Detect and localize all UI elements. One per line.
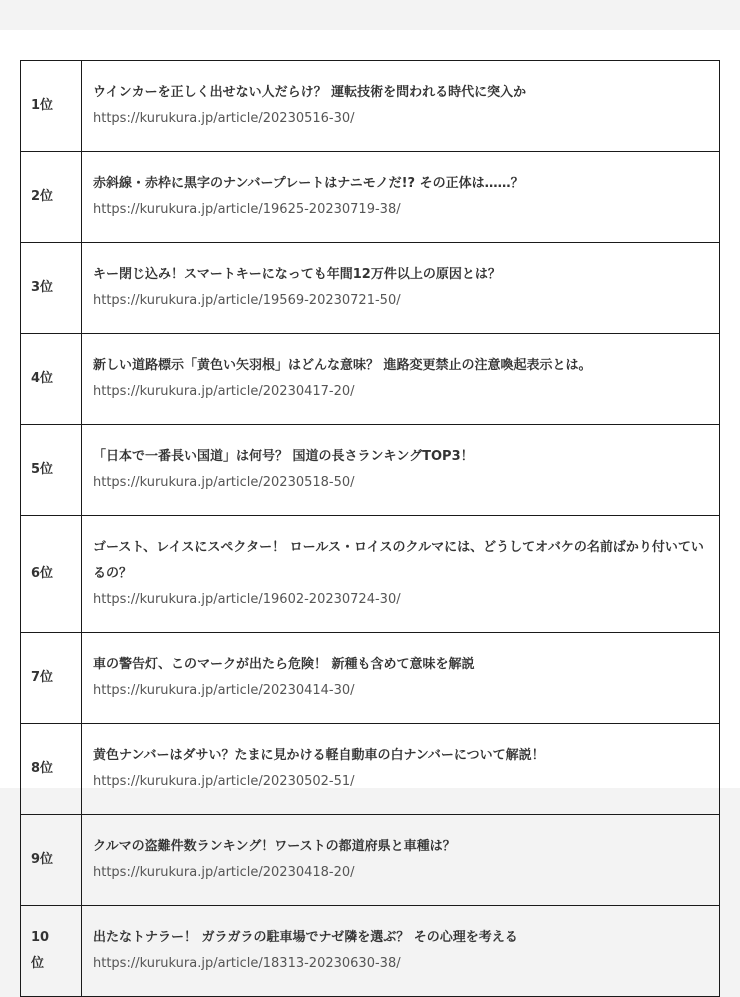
ranking-row — [21, 724, 720, 815]
article-title: 赤斜線・赤枠に黒字のナンバープレートはナニモノだ!? その正体は……？ — [93, 176, 524, 191]
ranking-row — [21, 425, 720, 516]
article-cell — [82, 633, 720, 724]
ranking-row — [21, 815, 720, 906]
rank-label: 3位 — [21, 243, 82, 334]
rank-label: 5位 — [21, 425, 82, 516]
article-title: ゴースト、レイスにスペクター！ ロールス・ロイスのクルマには、どうしてオバケの名前ばかり付いているの？ — [93, 540, 704, 581]
ranking-row — [21, 152, 720, 243]
article-title: 車の警告灯、このマークが出たら危険！ 新種も含めて意味を解説 — [93, 657, 475, 672]
ranking-row — [21, 516, 720, 633]
article-link[interactable]: https://kurukura.jp/article/19625-20230719-38/ — [93, 202, 401, 217]
article-link[interactable]: https://kurukura.jp/article/20230414-30/ — [93, 683, 355, 698]
article-cell — [82, 243, 720, 334]
article-link[interactable]: https://kurukura.jp/article/20230418-20/ — [93, 865, 355, 880]
ranking-row — [21, 334, 720, 425]
article-cell — [82, 815, 720, 906]
article-link[interactable]: https://kurukura.jp/article/20230502-51/ — [93, 774, 355, 789]
article-cell — [82, 61, 720, 152]
article-title: 出たなトナラー！ ガラガラの駐車場でナゼ隣を選ぶ？ その心理を考える — [93, 930, 518, 945]
rank-label-text: 10位 — [31, 930, 50, 971]
article-link[interactable]: https://kurukura.jp/article/20230516-30/ — [93, 111, 355, 126]
article-title: キー閉じ込み！スマートキーになっても年間12万件以上の原因とは？ — [93, 267, 501, 282]
rank-label: 4位 — [21, 334, 82, 425]
article-link[interactable]: https://kurukura.jp/article/20230417-20/ — [93, 384, 355, 399]
article-title: 「日本で一番長い国道」は何号？ 国道の長さランキングTOP3！ — [93, 449, 474, 464]
article-title: 黄色ナンバーはダサい？たまに見かける軽自動車の白ナンバーについて解説！ — [93, 748, 545, 763]
article-link[interactable]: https://kurukura.jp/article/20230518-50/ — [93, 475, 355, 490]
ranking-row — [21, 243, 720, 334]
article-title: ウインカーを正しく出せない人だらけ？ 運転技術を問われる時代に突入か — [93, 85, 527, 100]
rank-label: 8位 — [21, 724, 82, 815]
rank-label — [21, 906, 82, 997]
article-cell — [82, 516, 720, 633]
ranking-table — [20, 60, 720, 997]
article-link[interactable]: https://kurukura.jp/article/19602-20230724-30/ — [93, 592, 401, 607]
article-cell — [82, 152, 720, 243]
rank-label: 7位 — [21, 633, 82, 724]
article-title: 新しい道路標示「黄色い矢羽根」はどんな意味？ 進路変更禁止の注意喚起表示とは。 — [93, 358, 592, 373]
rank-label: 2位 — [21, 152, 82, 243]
ranking-row — [21, 633, 720, 724]
rank-label: 6位 — [21, 516, 82, 633]
article-link[interactable]: https://kurukura.jp/article/18313-20230630-38/ — [93, 956, 401, 971]
rank-label: 1位 — [21, 61, 82, 152]
article-cell — [82, 906, 720, 997]
ranking-row — [21, 61, 720, 152]
ranking-row — [21, 906, 720, 997]
rank-label: 9位 — [21, 815, 82, 906]
article-cell — [82, 334, 720, 425]
article-title: クルマの盗難件数ランキング！ワーストの都道府県と車種は？ — [93, 839, 456, 854]
article-cell — [82, 724, 720, 815]
article-cell — [82, 425, 720, 516]
article-link[interactable]: https://kurukura.jp/article/19569-20230721-50/ — [93, 293, 401, 308]
